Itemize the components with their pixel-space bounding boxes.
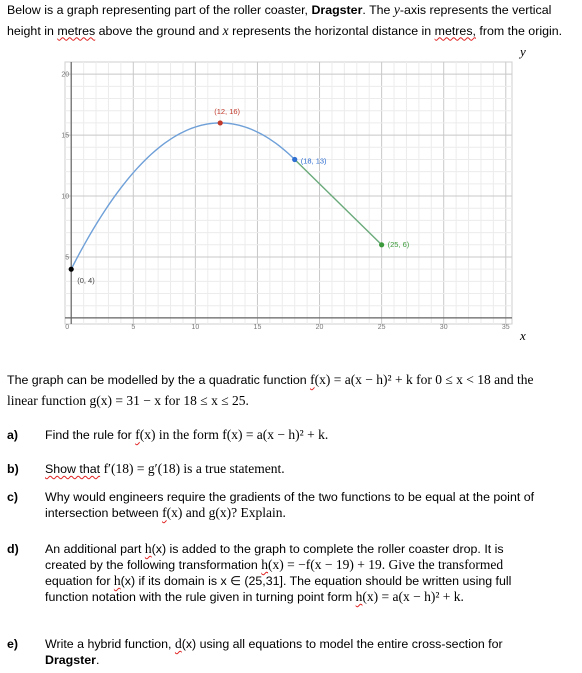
intro-text: -axis represents the vertical height in xyxy=(7,3,552,38)
point-label: (0, 4) xyxy=(77,276,95,286)
h-symbol: h xyxy=(113,573,121,588)
y-axis-variable: y xyxy=(520,44,526,59)
question-label: c) xyxy=(7,490,19,504)
question-text: intersection between xyxy=(45,506,159,520)
intro-text: represents the horizontal distance in xyxy=(232,23,432,38)
question-b xyxy=(7,461,567,479)
question-text: (x) if its domain is x ∈ (25,31]. The equation should be written using full xyxy=(120,574,512,588)
question-e xyxy=(7,636,567,670)
question-text: (x) is added to the graph to complete the roller coaster drop. It is xyxy=(151,542,504,556)
intro-text: from the origin. xyxy=(479,23,563,38)
model-math: linear function g(x) = 31 − x for 18 ≤ x ≤ 25. xyxy=(7,392,249,408)
roller-coaster-graph xyxy=(0,56,582,331)
question-text: Show that xyxy=(45,462,101,476)
question-math: f′(18) = g′(18) is a true statement. xyxy=(103,461,285,476)
model-paragraph xyxy=(7,370,572,411)
h-symbol: h xyxy=(144,541,152,556)
metres-word: metres xyxy=(57,23,96,38)
f-symbol: f xyxy=(310,372,315,387)
plot-area xyxy=(65,62,512,324)
question-math: (x) = a(x − h)² + k. xyxy=(362,589,464,604)
point-label: (12, 16) xyxy=(214,106,241,116)
x-tick-label: 35 xyxy=(501,323,510,331)
question-text: An additional part xyxy=(45,542,142,556)
y-variable: y xyxy=(393,2,400,17)
question-label: e) xyxy=(7,637,19,651)
question-c xyxy=(7,489,567,523)
point-marker xyxy=(69,267,74,272)
intro-text: Below is a graph representing part of the roller coaster, xyxy=(7,3,308,17)
question-math: (x) = −f(x − 19) + 19. Give the transformed xyxy=(268,557,504,572)
x-axis-variable: x xyxy=(520,328,526,343)
y-tick-label: 15 xyxy=(61,132,70,140)
d-symbol: d xyxy=(174,636,182,651)
metres-word: metres, xyxy=(434,23,476,38)
question-text: (x) using all equations to model the entire cross-section for xyxy=(181,637,503,651)
intro-text: . The xyxy=(362,3,391,17)
question-label: d) xyxy=(7,542,19,556)
point-marker xyxy=(218,120,223,125)
f-symbol: f xyxy=(162,505,167,520)
question-text: . xyxy=(95,653,100,667)
f-symbol: f xyxy=(135,427,140,442)
question-text: Find the rule for xyxy=(45,428,132,442)
model-math: (x) = a(x − h)² + k for 0 ≤ x < 18 and the xyxy=(314,372,534,387)
point-label: (18, 13) xyxy=(300,156,327,166)
x-tick-label: 5 xyxy=(131,323,136,331)
question-math: (x) and g(x)? Explain. xyxy=(166,505,286,520)
point-marker xyxy=(292,157,297,162)
x-tick-label: 15 xyxy=(253,323,262,331)
x-tick-label: 10 xyxy=(191,323,200,331)
model-text: The graph can be modelled by the a quadratic function xyxy=(7,373,307,387)
h-symbol: h xyxy=(355,589,363,604)
coaster-name: Dragster xyxy=(311,3,363,17)
question-text: Why would engineers require the gradients of the two functions to be equal at the point of xyxy=(45,490,535,504)
question-a xyxy=(7,427,567,445)
x-tick-label: 0 xyxy=(65,323,70,331)
intro-text: above the ground and xyxy=(98,23,220,38)
y-tick-label: 10 xyxy=(61,193,70,201)
intro-paragraph xyxy=(7,0,569,41)
point-marker xyxy=(379,242,384,247)
x-variable: x xyxy=(222,22,229,38)
x-tick-label: 20 xyxy=(315,323,324,331)
x-tick-label: 30 xyxy=(439,323,448,331)
question-d xyxy=(7,541,567,607)
y-tick-label: 20 xyxy=(61,71,70,79)
x-tick-label: 25 xyxy=(377,323,386,331)
question-text: Write a hybrid function, xyxy=(45,637,172,651)
question-label: a) xyxy=(7,428,19,442)
y-tick-label: 5 xyxy=(65,254,70,262)
question-math: (x) in the form f(x) = a(x − h)² + k. xyxy=(139,427,329,442)
coaster-name: Dragster xyxy=(45,653,96,667)
question-text: function notation with the rule given in turning point form xyxy=(45,590,353,604)
question-label: b) xyxy=(7,462,19,476)
question-text: created by the following transformation xyxy=(45,558,258,572)
h-symbol: h xyxy=(261,557,269,572)
point-label: (25, 6) xyxy=(387,239,410,249)
question-text: equation for xyxy=(45,574,111,588)
grid xyxy=(65,62,512,324)
